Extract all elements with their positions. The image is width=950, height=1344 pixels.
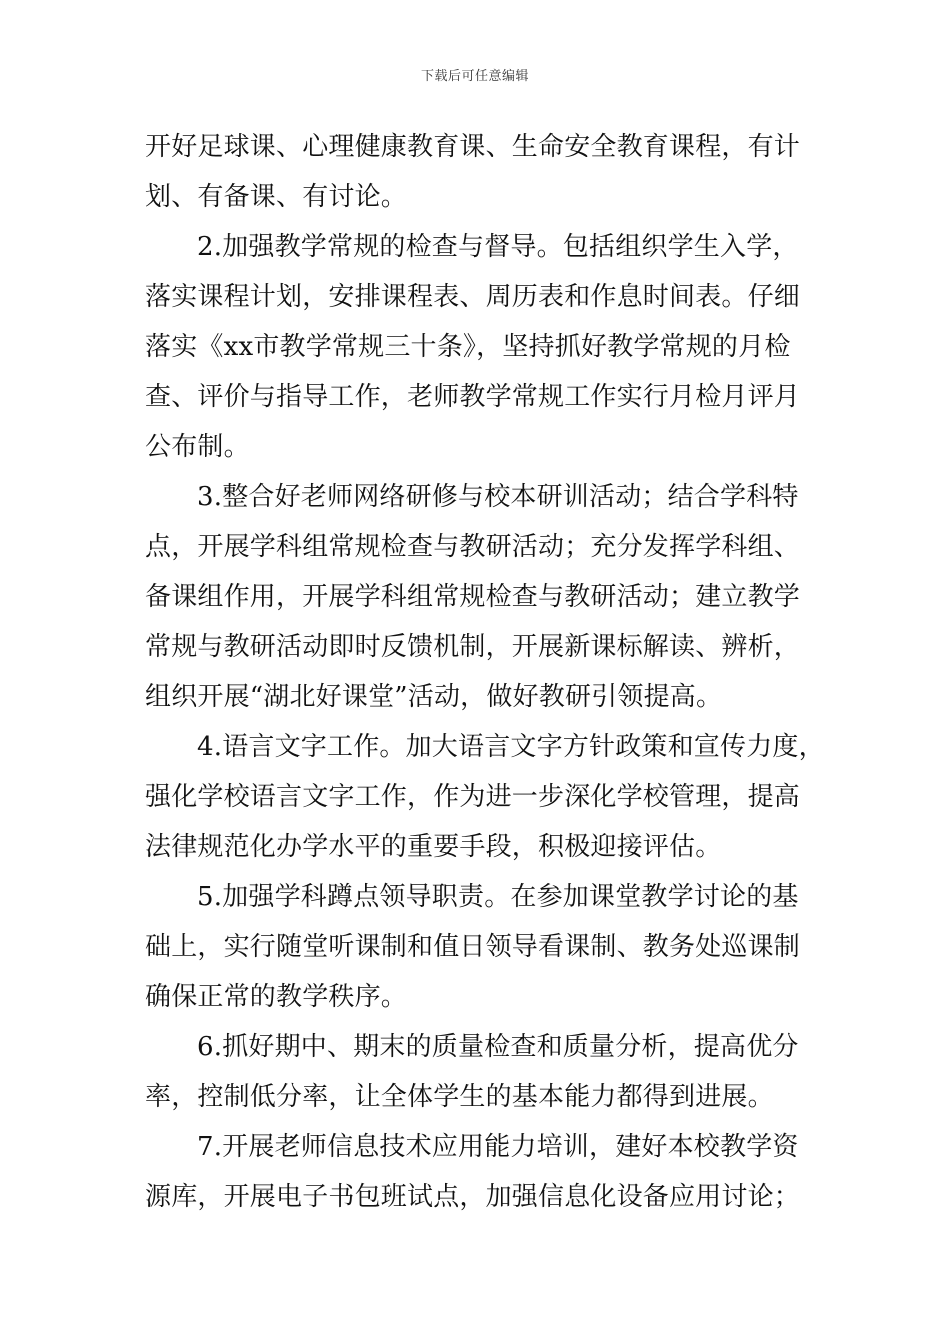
text-line: 础上，实行随堂听课制和值日领导看课制、教务处巡课制 [145, 932, 801, 962]
text-line: 7.开展老师信息技术应用能力培训，建好本校教学资 [197, 1132, 799, 1162]
text-line: 强化学校语言文字工作，作为进一步深化学校管理，提高 [145, 782, 801, 812]
text-line: 备课组作用，开展学科组常规检查与教研活动；建立教学 [145, 582, 801, 612]
document-body [145, 122, 825, 1222]
text-line: 开好足球课、心理健康教育课、生命安全教育课程，有计 [145, 132, 801, 162]
text-line: 确保正常的教学秩序。 [145, 982, 408, 1012]
text-line: 率，控制低分率，让全体学生的基本能力都得到进展。 [145, 1082, 774, 1112]
text-line: 3.整合好老师网络研修与校本研训活动；结合学科特 [197, 482, 799, 512]
text-line: 公布制。 [145, 432, 250, 462]
text-line: 常规与教研活动即时反馈机制，开展新课标解读、辨析， [145, 632, 801, 662]
text-line: 法律规范化办学水平的重要手段，积极迎接评估。 [145, 832, 722, 862]
text-line: 落实《xx市教学常规三十条》，坚持抓好教学常规的月检 [145, 332, 791, 362]
text-line: 4.语言文字工作。加大语言文字方针政策和宣传力度， [197, 732, 825, 762]
text-line: 5.加强学科蹲点领导职责。在参加课堂教学讨论的基 [197, 882, 799, 912]
text-line: 2.加强教学常规的检查与督导。包括组织学生入学， [197, 232, 799, 262]
text-line: 点，开展学科组常规检查与教研活动；充分发挥学科组、 [145, 532, 801, 562]
text-line: 6.抓好期中、期末的质量检查和质量分析，提高优分 [197, 1032, 799, 1062]
text-line: 组织开展“湖北好课堂”活动，做好教研引领提高。 [145, 682, 723, 712]
text-line: 划、有备课、有讨论。 [145, 182, 408, 212]
text-line: 源库，开展电子书包班试点，加强信息化设备应用讨论； [145, 1182, 801, 1212]
page-header: 下载后可任意编辑 [420, 69, 529, 84]
text-line: 查、评价与指导工作，老师教学常规工作实行月检月评月 [145, 382, 801, 412]
text-line: 落实课程计划，安排课程表、周历表和作息时间表。仔细 [145, 282, 801, 312]
